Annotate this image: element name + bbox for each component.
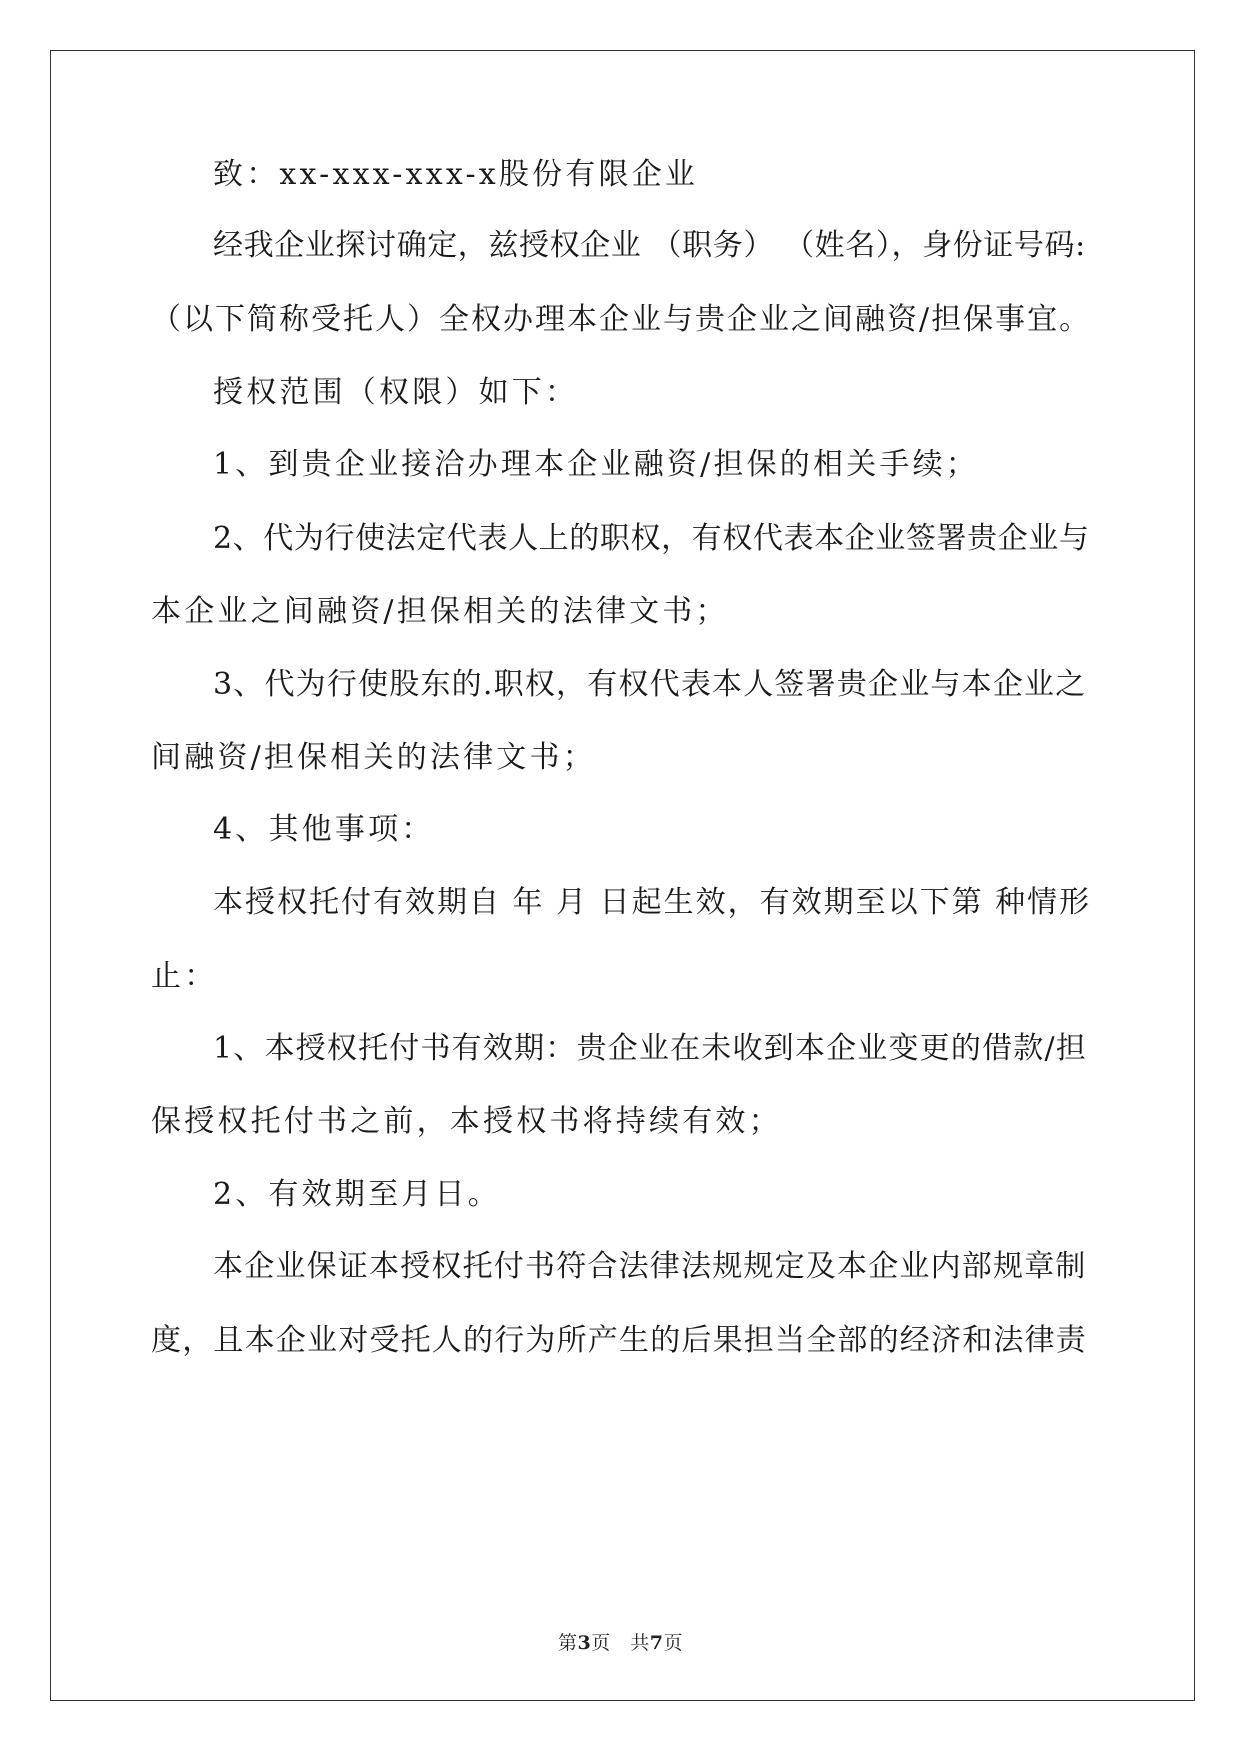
- page-mid: 页 共: [591, 1632, 650, 1654]
- page-total: 7: [649, 1632, 664, 1654]
- list-item: 2、代为行使法定代表人上的职权，有权代表本企业签署贵企业与: [213, 521, 1090, 556]
- page-number-footer: [0, 1632, 1241, 1654]
- list-item: 1、到贵企业接洽办理本企业融资/担保的相关手续；: [213, 447, 979, 482]
- page-suffix: 页: [663, 1632, 683, 1654]
- paragraph-line: 经我企业探讨确定，兹授权企业 （职务） （姓名），身份证号码:: [213, 228, 1086, 263]
- page-prefix: 第: [557, 1632, 578, 1654]
- list-item: 3、代为行使股东的.职权，有权代表本人签署贵企业与本企业之: [213, 667, 1087, 702]
- addressee-line: 致：xx-xxx-xxx-x股份有限企业: [213, 157, 699, 192]
- paragraph-line: （以下简称受托人）全权办理本企业与贵企业之间融资/担保事宜。: [151, 302, 1092, 337]
- list-item: 1、本授权托付书有效期：贵企业在未收到本企业变更的借款/担: [213, 1031, 1087, 1066]
- paragraph-line: 本授权托付有效期自 年 月 日起生效，有效期至以下第 种情形: [213, 885, 1092, 920]
- paragraph-line: 间融资/担保相关的法律文书；: [151, 740, 596, 775]
- paragraph-line: 本企业保证本授权托付书符合法律法规规定及本企业内部规章制: [213, 1249, 1087, 1284]
- list-item: 2、有效期至月日。: [213, 1177, 501, 1212]
- page-border: [50, 50, 1195, 1701]
- paragraph-line: 度，且本企业对受托人的行为所产生的后果担当全部的经济和法律责: [151, 1323, 1087, 1358]
- paragraph-line: 止：: [151, 959, 218, 994]
- page-current: 3: [577, 1632, 592, 1654]
- paragraph-line: 本企业之间融资/担保相关的法律文书；: [151, 594, 729, 629]
- paragraph-line: 保授权托付书之前，本授权书将持续有效；: [151, 1104, 782, 1139]
- paragraph-line: 授权范围（权限）如下：: [213, 375, 579, 410]
- list-item: 4、其他事项：: [213, 812, 435, 847]
